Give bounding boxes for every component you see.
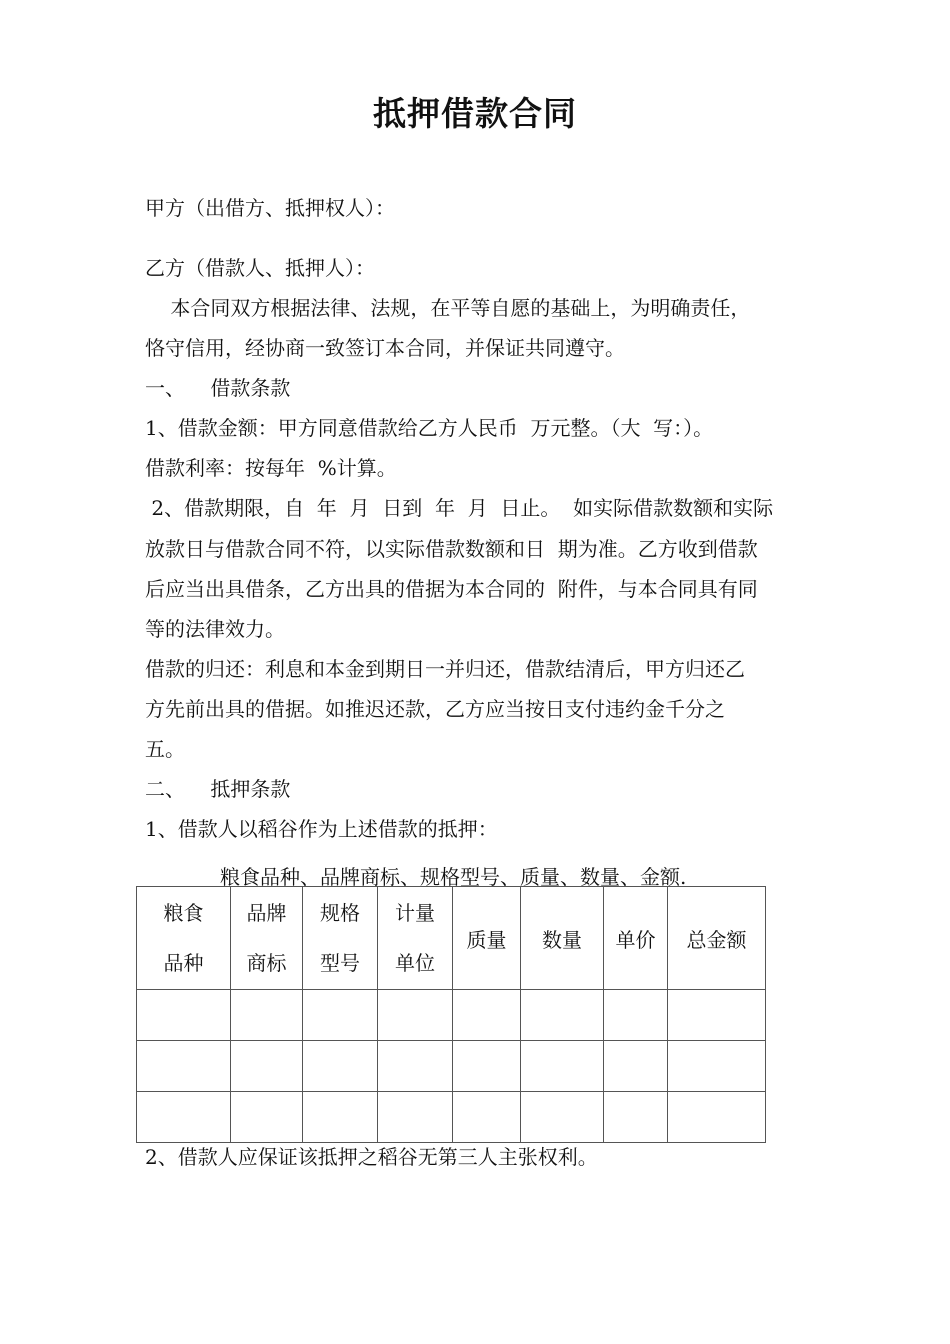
section-1-heading: 一、 借款条款 (145, 376, 291, 400)
table-cell (453, 1041, 521, 1092)
party-b-line: 乙方（借款人、抵押人）： (145, 256, 375, 280)
repayment-line-3: 五。 (145, 737, 185, 761)
table-cell (303, 1092, 378, 1143)
loan-term-line-1: 2、借款期限，自 年 月 日到 年 月 日止。 如实际借款数额和实际 (145, 496, 774, 520)
section-2-heading: 二、 抵押条款 (145, 777, 291, 801)
table-cell (378, 990, 453, 1041)
contract-title: 抵押借款合同 (373, 94, 577, 133)
table-cell (453, 990, 521, 1041)
table-header-cell: 单价 (604, 887, 668, 990)
table-header-cell: 总金额 (668, 887, 766, 990)
table-cell (378, 1041, 453, 1092)
table-cell (521, 1041, 604, 1092)
table-header-cell: 数量 (521, 887, 604, 990)
table-row (137, 990, 766, 1041)
table-row (137, 1092, 766, 1143)
table-cell (231, 990, 303, 1041)
table-header-cell: 规格 型号 (303, 887, 378, 990)
table-cell (521, 1092, 604, 1143)
table-row (137, 1041, 766, 1092)
table-cell (668, 1041, 766, 1092)
table-header-cell: 粮食 品种 (137, 887, 231, 990)
table-cell (453, 1092, 521, 1143)
table-cell (668, 990, 766, 1041)
table-cell (231, 1041, 303, 1092)
table-cell (604, 990, 668, 1041)
table-header-cell: 质量 (453, 887, 521, 990)
intro-line-1: 本合同双方根据法律、法规，在平等自愿的基础上，为明确责任， (145, 296, 751, 320)
table-cell (303, 990, 378, 1041)
table-cell (604, 1041, 668, 1092)
guarantee-line: 2、借款人应保证该抵押之稻谷无第三人主张权利。 (145, 1145, 598, 1169)
loan-term-line-4: 等的法律效力。 (145, 617, 285, 641)
table-cell (137, 1041, 231, 1092)
table-caption: 粮食品种、品牌商标、规格型号、质量、数量、金额. (220, 865, 687, 889)
collateral-line: 1、借款人以稻谷作为上述借款的抵押： (145, 817, 498, 841)
table-cell (303, 1041, 378, 1092)
intro-line-2: 恪守信用，经协商一致签订本合同，并保证共同遵守。 (145, 336, 625, 360)
collateral-table (136, 886, 766, 1143)
table-header-row (137, 887, 766, 990)
repayment-line-2: 方先前出具的借据。如推迟还款，乙方应当按日支付违约金千分之 (145, 697, 725, 721)
loan-amount-line: 1、借款金额：甲方同意借款给乙方人民币 万元整。（大 写：）。 (145, 416, 714, 440)
loan-rate-line: 借款利率：按每年 %计算。 (145, 456, 397, 480)
table-header-cell: 品牌 商标 (231, 887, 303, 990)
table-cell (137, 990, 231, 1041)
table-cell (668, 1092, 766, 1143)
party-a-line: 甲方（出借方、抵押权人）： (145, 196, 395, 220)
table-cell (521, 990, 604, 1041)
table-cell (604, 1092, 668, 1143)
loan-term-line-2: 放款日与借款合同不符，以实际借款数额和日 期为准。乙方收到借款 (145, 537, 758, 561)
loan-term-line-3: 后应当出具借条，乙方出具的借据为本合同的 附件，与本合同具有同 (145, 577, 758, 601)
table-cell (231, 1092, 303, 1143)
table-cell (378, 1092, 453, 1143)
repayment-line-1: 借款的归还：利息和本金到期日一并归还，借款结清后，甲方归还乙 (145, 657, 745, 681)
table-cell (137, 1092, 231, 1143)
table-header-cell: 计量 单位 (378, 887, 453, 990)
